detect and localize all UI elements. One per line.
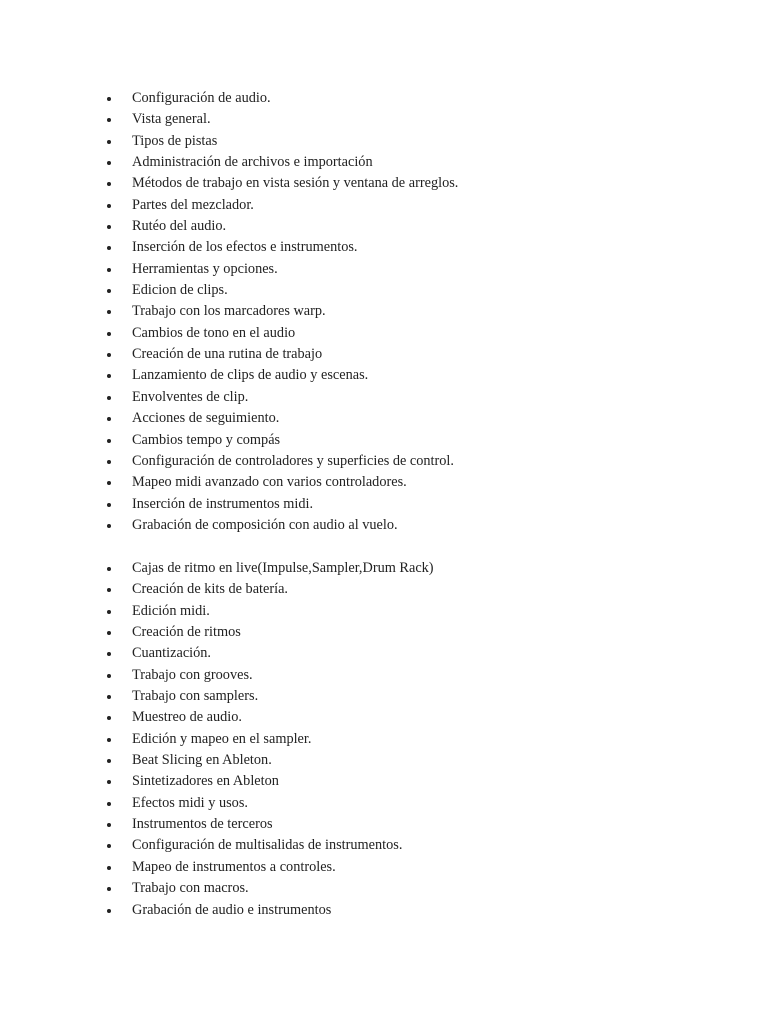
list-item-text: Grabación de audio e instrumentos — [132, 901, 332, 918]
list-item-text: Administración de archivos e importación — [132, 154, 373, 171]
list-item — [104, 793, 704, 814]
bullet-icon — [107, 588, 111, 592]
bullet-icon — [107, 182, 111, 186]
bullet-icon — [107, 246, 111, 250]
bullet-icon — [107, 567, 111, 571]
list-item — [104, 323, 704, 344]
list-item — [104, 558, 704, 579]
list-item — [104, 665, 704, 686]
list-item-text: Beat Slicing en Ableton. — [132, 752, 272, 769]
list-item — [104, 152, 704, 173]
list-item — [104, 430, 704, 451]
bullet-icon — [107, 695, 111, 699]
bullet-icon — [107, 780, 111, 784]
list-item — [104, 643, 704, 664]
list-item-text: Trabajo con grooves. — [132, 666, 253, 683]
list-item-text: Inserción de los efectos e instrumentos. — [132, 239, 358, 256]
bullet-icon — [107, 738, 111, 742]
bullet-icon — [107, 909, 111, 913]
bullet-icon — [107, 289, 111, 293]
list-item-text: Inserción de instrumentos midi. — [132, 495, 314, 512]
list-item-text: Edicion de clips. — [132, 282, 228, 299]
list-item — [104, 301, 704, 322]
bullet-icon — [107, 823, 111, 827]
list-item-text: Acciones de seguimiento. — [132, 410, 280, 427]
list-item-text: Edición midi. — [132, 602, 210, 619]
bullet-icon — [107, 97, 111, 101]
list-item-text: Configuración de audio. — [132, 90, 271, 106]
list-item-text: Mapeo de instrumentos a controles. — [132, 858, 336, 875]
list-item — [104, 365, 704, 386]
list-item-text: Cambios tempo y compás — [132, 431, 281, 448]
bullet-icon — [107, 374, 111, 378]
list-item-text: Métodos de trabajo en vista sesión y ventana de arreglos. — [132, 175, 459, 192]
bullet-icon — [107, 417, 111, 421]
list-item — [104, 195, 704, 216]
list-item — [104, 387, 704, 408]
bullet-icon — [107, 674, 111, 678]
bullet-icon — [107, 204, 111, 208]
list-item-text: Lanzamiento de clips de audio y escenas. — [132, 367, 369, 384]
list-item-text: Trabajo con samplers. — [132, 688, 259, 705]
bullet-icon — [107, 396, 111, 400]
list-item — [104, 900, 704, 921]
list-item — [104, 878, 704, 899]
bullet-icon — [107, 439, 111, 443]
list-item — [104, 494, 704, 515]
bullet-icon — [107, 481, 111, 485]
list-item — [104, 622, 704, 643]
list-item-text: Mapeo midi avanzado con varios controladores. — [132, 474, 407, 491]
list-item-text: Efectos midi y usos. — [132, 794, 248, 811]
list-item — [104, 237, 704, 258]
bullet-icon — [107, 631, 111, 635]
bullet-icon — [107, 268, 111, 272]
list-item-text: Envolventes de clip. — [132, 388, 249, 405]
list-item-text: Grabación de composición con audio al vuelo. — [132, 516, 398, 533]
bullet-icon — [107, 503, 111, 507]
list-item — [104, 729, 704, 750]
bullet-icon — [107, 866, 111, 870]
list-item — [104, 259, 704, 280]
list-item — [104, 344, 704, 365]
list-item-text: Cambios de tono en el audio — [132, 324, 296, 341]
bullet-icon — [107, 140, 111, 144]
bullet-icon — [107, 310, 111, 314]
list-item-text: Tipos de pistas — [132, 132, 218, 149]
list-item-text: Muestreo de audio. — [132, 709, 242, 726]
bullet-list-2 — [104, 558, 704, 921]
bullet-icon — [107, 802, 111, 806]
bullet-icon — [107, 118, 111, 122]
list-item — [104, 216, 704, 237]
list-item — [104, 173, 704, 194]
list-item-text: Trabajo con los marcadores warp. — [132, 303, 326, 320]
list-item — [104, 686, 704, 707]
list-item-text: Edición y mapeo en el sampler. — [132, 730, 312, 747]
list-item — [104, 280, 704, 301]
list-item — [104, 707, 704, 728]
list-item-text: Cuantización. — [132, 645, 212, 662]
list-item — [104, 835, 704, 856]
list-item — [104, 472, 704, 493]
bullet-icon — [107, 524, 111, 528]
list-item — [104, 109, 704, 130]
list-item — [104, 131, 704, 152]
list-item-text: Cajas de ritmo en live(Impulse,Sampler,Drum Rack) — [132, 560, 434, 576]
list-item-text: Herramientas y opciones. — [132, 260, 278, 277]
list-item-text: Configuración de multisalidas de instrumentos. — [132, 837, 403, 854]
list-item-text: Rutéo del audio. — [132, 218, 227, 235]
list-item — [104, 408, 704, 429]
bullet-icon — [107, 332, 111, 336]
list-item-text: Instrumentos de terceros — [132, 816, 273, 833]
list-item-text: Partes del mezclador. — [132, 196, 254, 213]
list-item — [104, 451, 704, 472]
list-item — [104, 814, 704, 835]
bullet-icon — [107, 353, 111, 357]
list-item — [104, 515, 704, 536]
bullet-icon — [107, 887, 111, 891]
bullet-icon — [107, 225, 111, 229]
list-item — [104, 601, 704, 622]
bullet-list-1 — [104, 88, 704, 536]
list-item-text: Creación de kits de batería. — [132, 581, 289, 598]
list-item-text: Sintetizadores en Ableton — [132, 773, 279, 790]
list-item — [104, 771, 704, 792]
list-item — [104, 88, 704, 109]
bullet-icon — [107, 652, 111, 656]
bullet-icon — [107, 716, 111, 720]
list-item-text: Trabajo con macros. — [132, 880, 249, 897]
list-item — [104, 750, 704, 771]
list-item-text: Configuración de controladores y superficies de control. — [132, 452, 454, 469]
bullet-icon — [107, 844, 111, 848]
bullet-icon — [107, 460, 111, 464]
list-item — [104, 579, 704, 600]
list-item — [104, 857, 704, 878]
bullet-icon — [107, 610, 111, 614]
bullet-icon — [107, 161, 111, 165]
bullet-icon — [107, 759, 111, 763]
list-item-text: Vista general. — [132, 111, 211, 128]
list-item-text: Creación de ritmos — [132, 624, 241, 641]
list-item-text: Creación de una rutina de trabajo — [132, 346, 323, 363]
